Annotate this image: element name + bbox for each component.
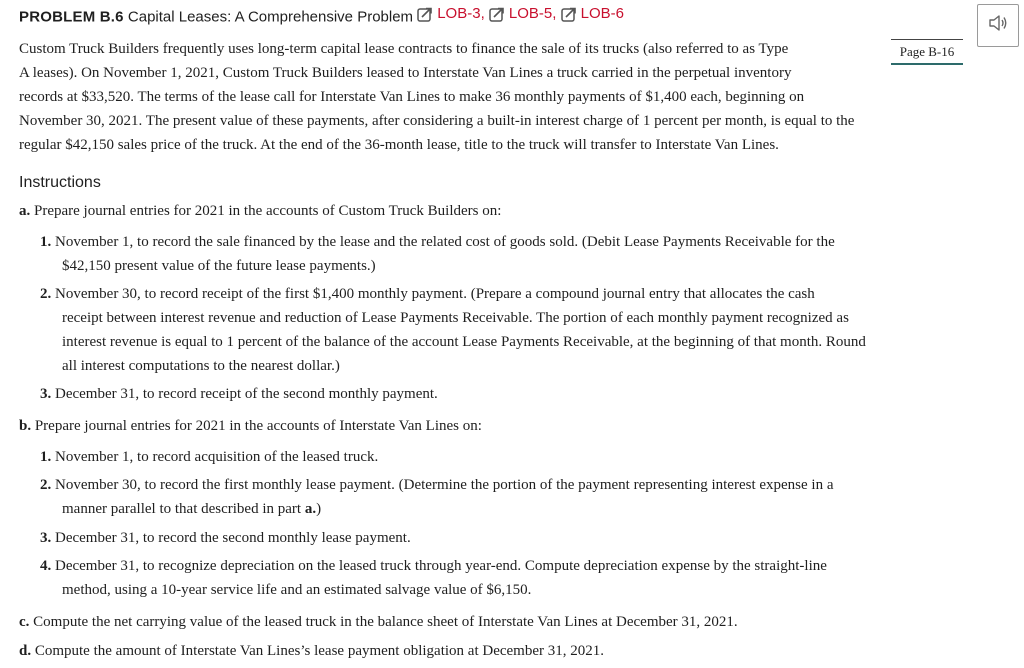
part-b-item-2-cont [62,497,321,521]
intro-line: November 30, 2021. The present value of these payments, after considering a built-in interest charge of 1 percent per month, is equal to the [19,113,855,129]
part-a-item-3 [40,382,438,406]
item-text: November 30, to record the first monthly lease payment. (Determine the portion of the payment representing interest expense in a [55,477,834,493]
item-text: December 31, to record receipt of the second monthly payment. [55,386,438,402]
item-text: December 31, to recognize depreciation on the leased truck through year-end. Compute depreciation expense by the straight-line [55,558,827,574]
problem-title: Capital Leases: A Comprehensive Problem [127,8,414,26]
part-label: a. [19,203,31,219]
item-text: December 31, to record the second monthly lease payment. [55,530,411,546]
intro-line: regular $42,150 sales price of the truck. At the end of the 36-month lease, title to the truck will transfer to Interstate Van Lines. [19,137,779,153]
lob-link-5[interactable] [489,4,557,24]
item-number: 2. [40,286,52,302]
part-b [19,414,482,438]
part-b-item-2 [40,473,834,497]
page-reference-badge: Page B-16 [891,39,963,65]
item-number: 3. [40,530,52,546]
item-number: 1. [40,449,52,465]
part-text: Prepare journal entries for 2021 in the accounts of Interstate Van Lines on: [34,418,482,434]
part-b-item-4-cont: method, using a 10-year service life and an estimated salvage value of $6,150. [62,582,532,598]
item-text: November 30, to record receipt of the first $1,400 monthly payment. (Prepare a compound journal entry that allocates the cash [55,286,815,302]
lob-link-3[interactable] [417,4,485,24]
item-text: manner parallel to that described in part [62,501,305,517]
part-a-item-2-cont: all interest computations to the nearest dollar.) [62,358,340,374]
part-a-item-2-cont: receipt between interest revenue and reduction of Lease Payments Receivable. The portion of each monthly payment recognized as [62,310,849,326]
item-number: 3. [40,386,52,402]
part-label: d. [19,643,32,659]
part-b-item-3 [40,526,411,550]
part-d [19,639,604,663]
intro-line: records at $33,520. The terms of the lease call for Interstate Van Lines to make 36 monthly payments of $1,400 each, beginning on [19,89,805,105]
part-c [19,610,738,634]
item-number: 4. [40,558,52,574]
part-a-item-2 [40,282,815,306]
external-link-icon [489,7,506,22]
speaker-icon [988,14,1008,37]
part-a-item-1-cont: $42,150 present value of the future lease payments.) [62,258,376,274]
part-text: Compute the net carrying value of the leased truck in the balance sheet of Interstate Van Lines at December 31, 2021. [33,614,738,630]
instructions-heading: Instructions [19,174,101,191]
item-number: 1. [40,234,52,250]
item-text: November 1, to record acquisition of the leased truck. [55,449,379,465]
read-aloud-button[interactable] [977,4,1019,47]
part-label: c. [19,614,30,630]
item-text: November 1, to record the sale financed by the lease and the related cost of goods sold. (Debit Lease Payments Receivable for the [55,234,835,250]
problem-header [19,4,624,28]
intro-line: A leases). On November 1, 2021, Custom Truck Builders leased to Interstate Van Lines a truck carried in the perpetual inventory [19,65,792,81]
part-b-item-1 [40,445,378,469]
part-b-item-4 [40,554,827,578]
problem-label: PROBLEM B.6 [19,8,124,26]
external-link-icon [561,7,578,22]
intro-line: Custom Truck Builders frequently uses long-term capital lease contracts to finance the sale of its trucks (also referred to as Type [19,41,789,57]
part-label: b. [19,418,32,434]
part-text: Compute the amount of Interstate Van Lines’s lease payment obligation at December 31, 2021. [34,643,605,659]
part-a [19,199,501,223]
item-text-tail: ) [316,501,322,517]
part-a-item-2-cont: interest revenue is equal to 1 percent of the balance of the account Lease Payments Receivable, at the beginning of that month. Round [62,334,866,350]
lob-link-label[interactable]: LOB-5, [508,5,557,22]
lob-link-6[interactable] [561,4,624,24]
part-a-item-1 [40,230,835,254]
lob-link-label[interactable]: LOB-6 [580,5,624,22]
lob-link-label[interactable]: LOB-3, [437,5,485,22]
part-text: Prepare journal entries for 2021 in the accounts of Custom Truck Builders on: [34,203,502,219]
problem-intro [19,37,954,157]
external-link-icon [417,7,434,22]
item-number: 2. [40,477,52,493]
part-reference: a. [304,501,317,517]
